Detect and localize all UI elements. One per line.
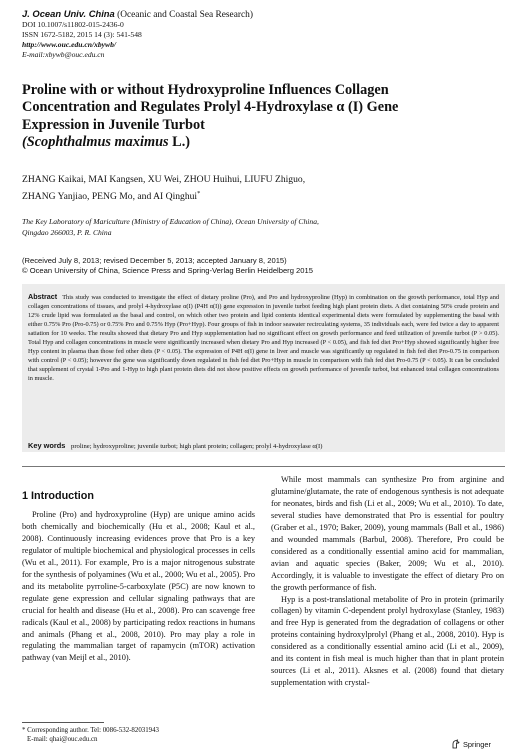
column-left — [22, 509, 255, 664]
corresponding-mark: * — [197, 190, 201, 197]
publisher-name: Springer — [463, 739, 491, 749]
keywords-label: Key words — [28, 441, 66, 450]
abstract — [28, 292, 499, 383]
abstract-box — [22, 284, 505, 452]
publisher-logo — [451, 739, 491, 751]
corresponding-author-footnote — [22, 726, 159, 744]
intro-paragraph-1: Proline (Pro) and hydroxyproline (Hyp) are unique amino acids both chemically and biochemically (Hu et al., 2008; Kaul et al., 2008). Continuously increasing evidences prove that Pro is a key regulator of multiple biochemical and physiological processes in cells (Wu et al., 2011). For example, Pro is a major nitrogenous substrate for the synthesis of polyamines (Wu et al., 2000; Wu et al., 2005). Pro and its metabolite pyrroline-5-carboxylate (P5C) are now known to regulate gene expression and cellular signaling pathways that are crucial for health and disease (Hu et al., 2008). Pro can scavenge free radicals (Kaul et al., 2008) by participating redox reactions in humans and animals (Phang et al., 2008, 2010). Pro may play a role in regulating the mammalian target of rapamycin (mTOR) activation pathway (van Meijl et al., 2010). — [22, 510, 255, 663]
title-species: (Scophthalmus maximus — [22, 134, 169, 151]
column-right — [271, 474, 504, 689]
section-heading-introduction: 1 Introduction — [22, 490, 94, 502]
journal-name: J. Ocean Univ. China — [22, 8, 115, 19]
intro-paragraph-2: While most mammals can synthesize Pro from arginine and glutamine/glutamate, the rate of endogenous synthesis is not adequate for neonates, birds and fish (Li et al., 2009; Wu et al., 2010). To date, several studies have demonstrated that Pro is essential for poultry (Graber et al., 1970; Baker, 2009), young mammals (Ball et al., 1986) and wounded mammals (Barbul, 2008). Therefore, Pro could be considered as a conditionally essential amino acid for mammalian, avian and aquatic species (Baker, 2009; Wu et al., 2010). Accordingly, it is valuable to investigate the effect of dietary Pro on the growth performance of fish. — [271, 475, 504, 592]
affiliation-line-2: Qingdao 266003, P. R. China — [22, 227, 112, 237]
authors-line-1: ZHANG Kaikai, MAI Kangsen, XU Wei, ZHOU Huihui, LIUFU Zhiguo, — [22, 174, 306, 185]
doi: DOI 10.1007/s11802-015-2436-0 — [22, 20, 124, 29]
affiliation — [22, 217, 492, 238]
authors-line-2: ZHANG Yanjiao, PENG Mo, and AI Qinghui* — [22, 190, 201, 203]
springer-horse-icon — [451, 739, 461, 751]
keywords — [28, 441, 503, 451]
title-species-end: L.) — [168, 134, 191, 151]
journal-email[interactable]: E-mail:xbywb@ouc.edu.cn — [22, 49, 105, 59]
title-main: Proline with or without Hydroxyproline Influences Collagen Concentration and Regulates Prolyl 4-Hydroxylase α (I) Gene Expression in Juvenile Turbot — [22, 82, 399, 133]
footnote-line-1: * Corresponding author. Tel: 0086-532-82031943 — [22, 727, 159, 734]
author-list — [22, 173, 482, 204]
issn: ISSN 1672-5182, 2015 14 (3): 541-548 — [22, 29, 142, 39]
received-dates: (Received July 8, 2013; revised December 5, 2013; accepted January 8, 2015) — [22, 256, 287, 265]
abstract-label: Abstract — [28, 292, 58, 301]
footnote-divider — [22, 722, 104, 723]
copyright: © Ocean University of China, Science Press and Spring-Verlag Berlin Heidelberg 2015 — [22, 266, 313, 275]
intro-paragraph-3: Hyp is a post-translational metabolite of Pro in protein (primarily collagen) by vitamin C-dependent prolyl hydroxylase (Stanley, 1983) and free Hyp is generated from the degradation of collagens or other proteins containing hydroxylprolyl (Phang et al., 2008, 2010). Hyp is considered as a conditionally essential amino acid (Li et al., 2009), and its content in fish meal is much higher than that in plant protein sources (Li et al., 2011). Aksnes et al. (2008) found that dietary supplementation with crystal- — [271, 594, 504, 688]
section-divider — [22, 466, 505, 467]
journal-url[interactable]: http://www.ouc.edu.cn/xbywb/ — [22, 39, 117, 49]
affiliation-line-1: The Key Laboratory of Mariculture (Ministry of Education of China), Ocean University of China, — [22, 217, 319, 226]
abstract-text: This study was conducted to investigate the effect of dietary proline (Pro), and Pro and hydroxyproline (Hyp) in combination on the growth performance, total Hyp and collagen concentrations of tissues, and prolyl 4-hydroxylase α(I) (P4H α(I)) gene expression in juvenile turbot feeding high plant protein diets. A diet containing 50% crude protein and 12% crude lipid was formulated as the basal and control, on which other two protein and lipid contents identical experimental diets were formulated by supplementing the basal with either 0.75% Pro (Pro-0.75) or 0.75% Pro and 0.75% Hyp (Pro+Hyp). Four groups of fish in indoor seawater recirculating systems, 35 individuals each, were fed twice a day to apparent satiation for 10 weeks. The results showed that dietary Pro and Hyp supplementation had no significant effect on growth performance and feed utilization of juvenile turbot (P > 0.05). Total Hyp and collagen concentrations in muscle were significantly increased when dietary Pro and Hyp increased (P < 0.05), and fish fed diet Pro+Hyp showed significantly higher free Hyp content in plasma than those fed other diets (P < 0.05). The expression of P4H α(I) gene in liver and muscle was significantly up regulated in fish fed diet Pro-0.75 in comparison with control (P < 0.05); however the gene was significantly down regulated in fish fed diet Pro+Hyp in muscle in comparison with fish fed diet Pro-0.75 (P < 0.05). It can be concluded that supplement of crystal 1-Pro and 1-Hyp to high plant protein diets did not show positive effects on growth performance of juvenile turbot, but enhanced total collagen concentrations in muscle. — [28, 294, 499, 383]
article-title — [22, 82, 462, 152]
footnote-line-2: E-mail: qhai@ouc.edu.cn — [27, 736, 98, 743]
journal-subtitle: (Oceanic and Coastal Sea Research) — [117, 10, 253, 20]
article-meta — [22, 20, 142, 60]
article-dates — [22, 256, 492, 276]
keywords-text: proline; hydroxyproline; juvenile turbot; high plant protein; collagen; prolyl 4-hydroxylase α(I) — [71, 443, 323, 450]
